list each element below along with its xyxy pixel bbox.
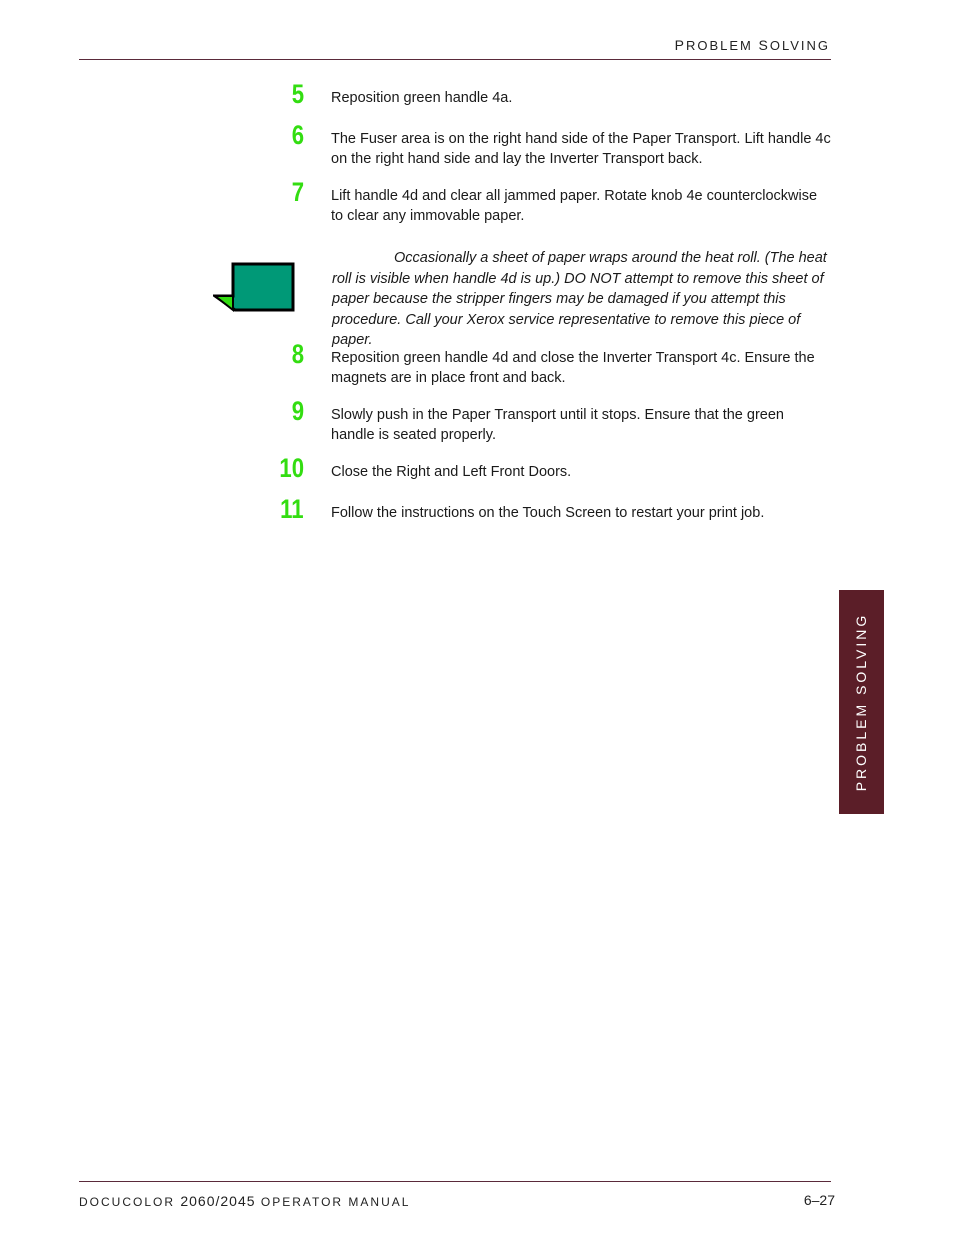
header-divider bbox=[79, 59, 831, 60]
step-number: 10 bbox=[279, 453, 304, 483]
header-cap-p: P bbox=[674, 37, 686, 53]
section-side-tab[interactable] bbox=[839, 590, 884, 814]
page-number: 6–27 bbox=[803, 1192, 835, 1208]
footer-manual: OPERATOR MANUAL bbox=[255, 1195, 411, 1209]
step-number: 11 bbox=[280, 494, 304, 524]
note-icon bbox=[213, 262, 295, 312]
header-rest-2: OLVING bbox=[769, 38, 830, 53]
step-text: Reposition green handle 4a. bbox=[331, 90, 513, 106]
step-text: The Fuser area is on the right hand side of the Paper Transport. Lift handle 4c on the right hand side and lay the Inverter Transport back. bbox=[331, 131, 831, 167]
header-cap-s: S bbox=[758, 37, 770, 53]
step-number: 5 bbox=[291, 79, 304, 109]
step-text: Lift handle 4d and clear all jammed paper. Rotate knob 4e counterclockwise to clear any immovable paper. bbox=[331, 188, 818, 224]
step-number: 6 bbox=[291, 120, 304, 150]
step-number: 7 bbox=[291, 177, 304, 207]
step-text: Reposition green handle 4d and close the Inverter Transport 4c. Ensure the magnets are in place front and back. bbox=[331, 350, 815, 386]
step-number: 8 bbox=[291, 339, 304, 369]
header-rest-1: ROBLEM bbox=[685, 38, 759, 53]
footer-model: 2060/2045 bbox=[180, 1193, 256, 1209]
footer-manual-title bbox=[79, 1193, 410, 1209]
page-header-title bbox=[560, 37, 830, 53]
footer-divider bbox=[79, 1181, 831, 1182]
step-text: Slowly push in the Paper Transport until it stops. Ensure that the green handle is seated properly. bbox=[331, 407, 784, 443]
step-text: Follow the instructions on the Touch Screen to restart your print job. bbox=[331, 505, 765, 521]
side-tab-label: PROBLEM SOLVING bbox=[853, 612, 869, 792]
step-text: Close the Right and Left Front Doors. bbox=[331, 464, 572, 480]
note-text: Occasionally a sheet of paper wraps around the heat roll. (The heat roll is visible when handle 4d is up.) DO NOT attempt to remove this sheet of paper because the stripper fingers may be damaged if you attempt this procedure. Call your Xerox service representative to remove this piece of paper. bbox=[332, 250, 827, 348]
step-number: 9 bbox=[291, 396, 304, 426]
footer-brand: DOCUCOLOR bbox=[79, 1195, 181, 1209]
